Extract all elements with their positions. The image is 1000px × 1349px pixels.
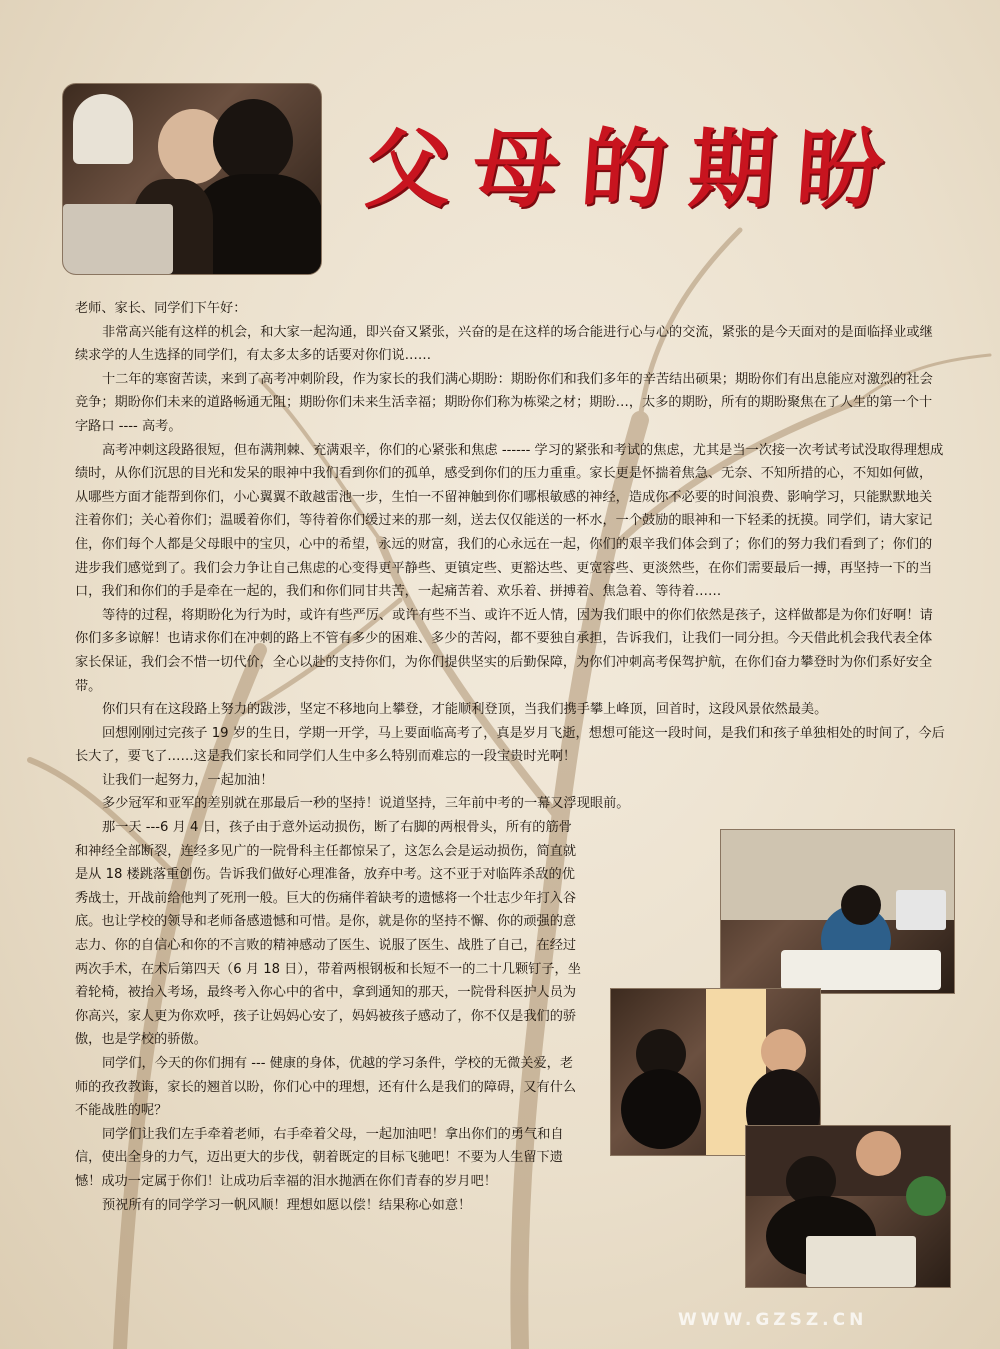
student-at-desk-photo (720, 829, 955, 994)
website-watermark: WWW.GZSZ.CN (678, 1310, 868, 1330)
family-reviewing-books-photo (745, 1125, 951, 1288)
paragraph: 十二年的寒窗苦读，来到了高考冲刺阶段，作为家长的我们满心期盼：期盼你们和我们多年的辛苦结出硕果；期盼你们有出息能应对激烈的社会竞争；期盼你们未来的道路畅通无阻；期盼你们未来生活幸福；期盼你们称为栋梁之材；期盼…，太多的期盼，所有的期盼聚焦在了人生的第一个十字路口 ---- 高考。 (75, 371, 933, 434)
page-title: 父母的期盼 (361, 119, 909, 220)
paragraph: 回想刚刚过完孩子 19 岁的生日，学期一开学，马上要面临高考了，真是岁月飞逝，想想可能这一段时间，是我们和孩子单独相处的时间了，今后长大了，要飞了……这是我们家长和同学们人生中多么特别而难忘的一段宝贵时光啊！ (75, 725, 945, 765)
greeting: 老师、家长、同学们下午好： (75, 301, 247, 316)
paragraph: 预祝所有的同学学习一帆风顺！理想如愿以偿！结果称心如意！ (102, 1197, 472, 1213)
paragraph: 等待的过程，将期盼化为行为时，或许有些严厉、或许有些不当、或许不近人情，因为我们眼中的你们依然是孩子，这样做都是为你们好啊！请你们多多谅解！也请求你们在冲刺的路上不管有多少的困难、多少的苦闷，都不要独自承担，告诉我们，让我们一同分担。今天借此机会我代表全体家长保证，我们会不惜一切代价，全心以赴的支持你们，为你们提供坚实的后勤保障，为你们冲刺高考保驾护航，在你们奋力攀登时为你们系好安全带。 (75, 607, 933, 694)
paragraph: 让我们一起努力，一起加油！ (102, 772, 274, 788)
parents-study-photo (62, 83, 322, 275)
paragraph: 那一天 ---6 月 4 日，孩子由于意外运动损伤，断了右脚的两根骨头，所有的筋骨和神经全部断裂，连经多见广的一院骨科主任都惊呆了，这怎么会是运动损伤，简直就是从 18 楼跳落重创伤。告诉我们做好心理准备，放弃中考。这不亚于对临阵杀敌的优秀战士，开战前给他判了死刑一般。巨大的伤痛伴着缺考的遗憾将一个壮志少年打入谷底。也让学校的领导和老师备感遗憾和可惜。是你，就是你的坚持不懈、你的顽强的意志力、你的自信心和你的不言败的精神感动了医生、说服了医生、战胜了自己，在经过两次手术，在术后第四天（6 月 18 日），带着两根钢板和长短不一的二十几颗钉子，坐着轮椅，被抬入考场，最终考入你心中的省中，拿到通知的那天，一院骨科医护人员为你高兴，家人更为你欢呼，孩子让妈妈心安了，妈妈被孩子感动了，你不仅是我们的骄傲，也是学校的骄傲。 (75, 820, 581, 1048)
paragraph: 同学们让我们左手牵着老师，右手牵着父母，一起加油吧！拿出你们的勇气和自信，使出全身的力气，迈出更大的步伐，朝着既定的目标飞驰吧！不要为人生留下遗憾！成功一定属于你们！让成功后幸福的泪水抛洒在你们青春的岁月吧！ (75, 1126, 564, 1189)
paragraph: 高考冲刺这段路很短，但布满荆棘、充满艰辛，你们的心紧张和焦虑 ------ 学习的紧张和考试的焦虑，尤其是当一次接一次考试考试没取得理想成绩时，从你们沉思的目光和发呆的眼神中我们看到你们的孤单，感受到你们的压力重重。家长更是怀揣着焦急、无奈、不知所措的心，不知如何做，从哪些方面才能帮到你们，小心翼翼不敢越雷池一步，生怕一不留神触到你们哪根敏感的神经，造成你不必要的时间浪费、影响学习，只能默默地关注着你们；关心着你们；温暖着你们，等待着你们缓过来的那一刻，送去仅仅能送的一杯水，一个鼓励的眼神和一下轻柔的抚摸。同学们，请大家记住，你们每个人都是父母眼中的宝贝，心中的希望，永远的财富，我们的心永远在一起，你们的艰辛我们体会到了；你们的努力我们看到了；你们的进步我们感觉到了。我们会力争让自己焦虑的心变得更平静些、更镇定些、更豁达些、更宽容些、更淡然些，在你们需要最后一搏，再坚持一下的当口，我们和你们的手是牵在一起的，我们和你们同甘共苦，一起痛苦着、欢乐着、拼搏着、焦急着、等待着…… (75, 442, 944, 600)
paragraph: 多少冠军和亚军的差别就在那最后一秒的坚持！说道坚持，三年前中考的一幕又浮现眼前。 (102, 796, 630, 812)
paragraph: 你们只有在这段路上努力的跋涉，坚定不移地向上攀登，才能顺利登顶，当我们携手攀上峰顶，回首时，这段风景依然最美。 (102, 702, 828, 718)
paragraph: 同学们，今天的你们拥有 --- 健康的身体，优越的学习条件，学校的无微关爱，老师的孜孜教诲，家长的翘首以盼，你们心中的理想，还有什么是我们的障碍，又有什么不能战胜的呢？ (75, 1056, 577, 1119)
paragraph: 非常高兴能有这样的机会，和大家一起沟通，即兴奋又紧张，兴奋的是在这样的场合能进行心与心的交流，紧张的是今天面对的是面临择业或继续求学的人生选择的同学们，有太多太多的话要对你们说…… (75, 324, 933, 364)
